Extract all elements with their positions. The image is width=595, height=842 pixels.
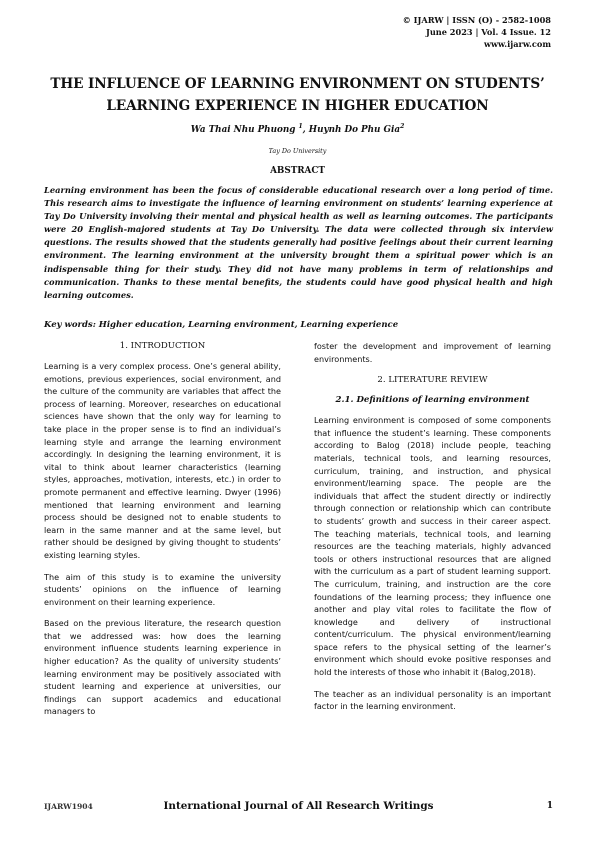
journal-url: www.ijarw.com: [483, 39, 551, 49]
paper-title-line2: LEARNING EXPERIENCE IN HIGHER EDUCATION: [106, 98, 489, 114]
author-1-affiliation-mark: 1: [298, 123, 303, 130]
keywords: Key words: Higher education, Learning environment, Learning experience: [44, 320, 399, 330]
affiliation: Tay Do University: [268, 147, 327, 155]
definitions-subheading: 2.1. Definitions of learning environment: [335, 395, 530, 406]
introduction-paragraph-3: Based on the previous literature, the research question that we addressed was: how does the learning environment influence students learning experience in higher education? As the quality of university students’ learning environment may be positively associated with student learning and experience at universities, our findings can support academics and educational managers to: [44, 618, 281, 717]
literature-paragraph-2: The teacher as an individual personality is an important factor in the learning environment.: [314, 688, 551, 712]
literature-paragraph-1: Learning environment is composed of some components that influence the student’s learning. These components according to Balog (2018) include people, teaching materials, technical tools, and learning resources, curriculum, training, and instruction, and physical environment/learning space. The people are the individuals that affect the student directly or indirectly through connection or relationship which can contribute to students’ growth and success in their career aspect. The teaching materials, technical tools, and learning resources are the teaching materials, highly advanced tools or others instructional resources that are aligned with the curriculum as a part of student learning support. The curriculum, training, and instruction are the core foundations of the learning process; they influence one another and play vital roles to facilitate the flow of knowledge and delivery of instructional content/curriculum. The physical environment/learning space refers to the physical setting of the learner’s environment which should evoke positive responses and hold the interests of those who inhabit it (Balog,2018).: [314, 415, 551, 678]
introduction-paragraph-2: The aim of this study is to examine the university students’ opinions on the influence of learning environment on their learning experience.: [44, 571, 281, 607]
literature-review-heading: 2. LITERATURE REVIEW: [377, 375, 488, 386]
abstract-text: Learning environment has been the focus of considerable educational research over a long period of time. This research aims to investigate the influence of learning environment on students’ learning experience at Tay Do University involving their mental and physical health as well as learning outcomes. The participants were 20 English-majored students at Tay Do University. The data were collected through six interview questions. The results showed that the students generally had positive feelings about their current learning environment. The learning environment at the university brought them a spiritual power which is an indispensable thing for their study. They did not have many problems in term of relationships and communication. Thanks to these mental benefits, the students could have good physical health and high learning outcomes.: [44, 185, 553, 300]
page-number: 1: [546, 801, 553, 811]
introduction-paragraph-1: Learning is a very complex process. One’s general ability, emotions, previous experiences, social environment, and the culture of the community are variables that affect the process of learning. Moreover, researches on educational sciences have shown that the only way for learning to take place in the proper sense is to find an individual’s learning style and arrange the learning environment accordingly. In designing the learning environment, it is vital to think about learner characteristics (learning styles, approaches, motivation, interests, etc.) in order to promote permanent and effective learning. Dwyer (1996) mentioned that learning environment and learning process should be designed not to enable students to learn in the same manner and at the same level, but rather should be designed by giving thought to students’ existing learning styles.: [44, 361, 281, 560]
author-2: Huynh Do Phu Gia: [308, 124, 401, 135]
paper-title: [40, 73, 555, 117]
author-1: Wa Thai Nhu Phuong: [190, 124, 296, 135]
author-2-affiliation-mark: 2: [400, 123, 405, 130]
author-separator: ,: [302, 124, 309, 135]
introduction-heading: 1. INTRODUCTION: [119, 341, 206, 351]
abstract-heading: ABSTRACT: [270, 166, 325, 176]
journal-issn: © IJARW | ISSN (O) - 2582-1008: [402, 15, 551, 25]
left-column: [44, 340, 281, 727]
journal-meta: [403, 14, 551, 50]
footer-article-id: IJARW1904: [44, 802, 93, 811]
introduction-paragraph-3-continued: foster the development and improvement of learning environments.: [314, 341, 551, 364]
paper-authors: [40, 123, 555, 135]
right-column: [314, 340, 551, 722]
footer-journal-name: International Journal of All Research Writings: [163, 800, 434, 812]
journal-issue: June 2023 | Vol. 4 Issue. 12: [425, 27, 551, 37]
paper-title-line1: THE INFLUENCE OF LEARNING ENVIRONMENT ON STUDENTS’: [50, 76, 545, 92]
